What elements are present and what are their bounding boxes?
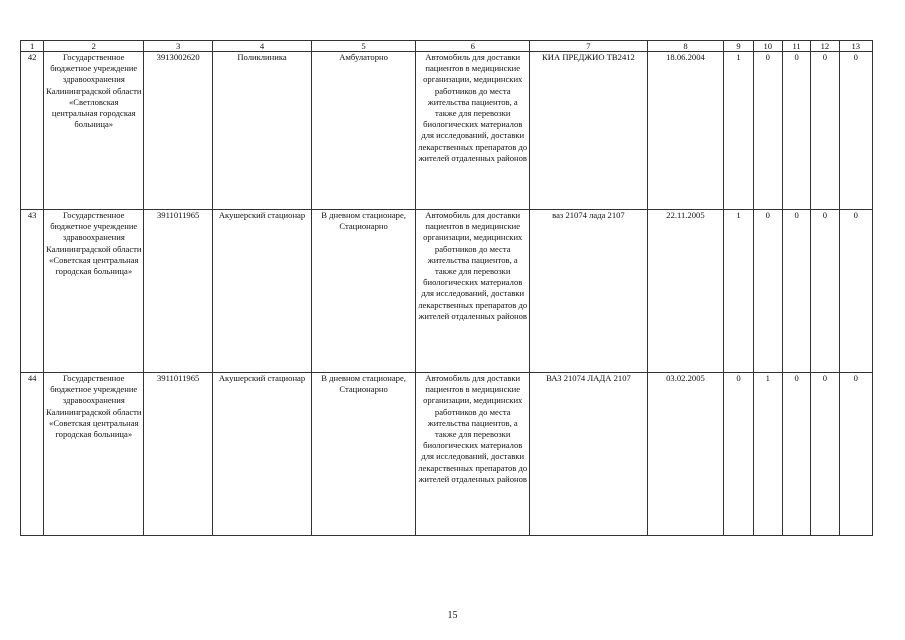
vehicle-purpose: Автомобиль для доставки пациентов в медицинские организации, медицинских работников до места жительства пациентов, а также для перевозки биологических материалов для исследований, доставки лекарственных препаратов до жителей отдаленных районов	[416, 210, 530, 373]
vehicle-model: ваз 21074 лада 2107	[530, 210, 647, 373]
column-number: 13	[839, 41, 872, 52]
manufacture-date: 18.06.2004	[647, 52, 724, 210]
care-conditions: В дневном стационаре, Стационарно	[312, 210, 416, 373]
column-number: 9	[724, 41, 753, 52]
count-cell: 1	[724, 52, 753, 210]
column-number: 12	[811, 41, 839, 52]
count-cell: 0	[753, 52, 782, 210]
column-number-row	[21, 41, 873, 52]
column-number: 1	[21, 41, 44, 52]
column-number: 5	[312, 41, 416, 52]
unit-name: Поликлиника	[213, 52, 312, 210]
column-number: 6	[416, 41, 530, 52]
vehicle-model: КИА ПРЕДЖИО ТВ2412	[530, 52, 647, 210]
institution-name: Государственное бюджетное учреждение здравоохранения Калининградской области «Светловская центральная городская больница»	[44, 52, 144, 210]
column-number: 2	[44, 41, 144, 52]
unit-name: Акушерский стационар	[213, 210, 312, 373]
inn-code: 3911011965	[144, 210, 213, 373]
row-number: 42	[21, 52, 44, 210]
column-number: 10	[753, 41, 782, 52]
count-cell: 0	[753, 210, 782, 373]
inn-code: 3911011965	[144, 373, 213, 536]
count-cell: 0	[782, 373, 810, 536]
count-cell: 0	[811, 52, 839, 210]
vehicle-purpose: Автомобиль для доставки пациентов в медицинские организации, медицинских работников до места жительства пациентов, а также для перевозки биологических материалов для исследований, доставки лекарственных препаратов до жителей отдаленных районов	[416, 373, 530, 536]
page-number: 15	[447, 610, 458, 621]
count-cell: 0	[724, 373, 753, 536]
table-row	[21, 373, 873, 536]
table-row	[21, 210, 873, 373]
inn-code: 3913002620	[144, 52, 213, 210]
manufacture-date: 22.11.2005	[647, 210, 724, 373]
count-cell: 1	[753, 373, 782, 536]
row-number: 43	[21, 210, 44, 373]
institution-name: Государственное бюджетное учреждение здравоохранения Калининградской области «Советская центральная городская больница»	[44, 373, 144, 536]
count-cell: 0	[839, 210, 872, 373]
unit-name: Акушерский стационар	[213, 373, 312, 536]
column-number: 8	[647, 41, 724, 52]
institution-name: Государственное бюджетное учреждение здравоохранения Калининградской области «Советская центральная городская больница»	[44, 210, 144, 373]
column-number: 3	[144, 41, 213, 52]
count-cell: 0	[782, 210, 810, 373]
vehicle-model: ВАЗ 21074 ЛАДА 2107	[530, 373, 647, 536]
care-conditions: В дневном стационаре, Стационарно	[312, 373, 416, 536]
vehicle-registry-table	[20, 40, 873, 536]
care-conditions: Амбулаторно	[312, 52, 416, 210]
manufacture-date: 03.02.2005	[647, 373, 724, 536]
column-number: 11	[782, 41, 810, 52]
count-cell: 0	[839, 52, 872, 210]
count-cell: 0	[782, 52, 810, 210]
column-number: 4	[213, 41, 312, 52]
row-number: 44	[21, 373, 44, 536]
count-cell: 0	[811, 373, 839, 536]
count-cell: 1	[724, 210, 753, 373]
column-number: 7	[530, 41, 647, 52]
vehicle-purpose: Автомобиль для доставки пациентов в медицинские организации, медицинских работников до места жительства пациентов, а также для перевозки биологических материалов для исследований, доставки лекарственных препаратов до жителей отдаленных районов	[416, 52, 530, 210]
count-cell: 0	[811, 210, 839, 373]
count-cell: 0	[839, 373, 872, 536]
table-row	[21, 52, 873, 210]
